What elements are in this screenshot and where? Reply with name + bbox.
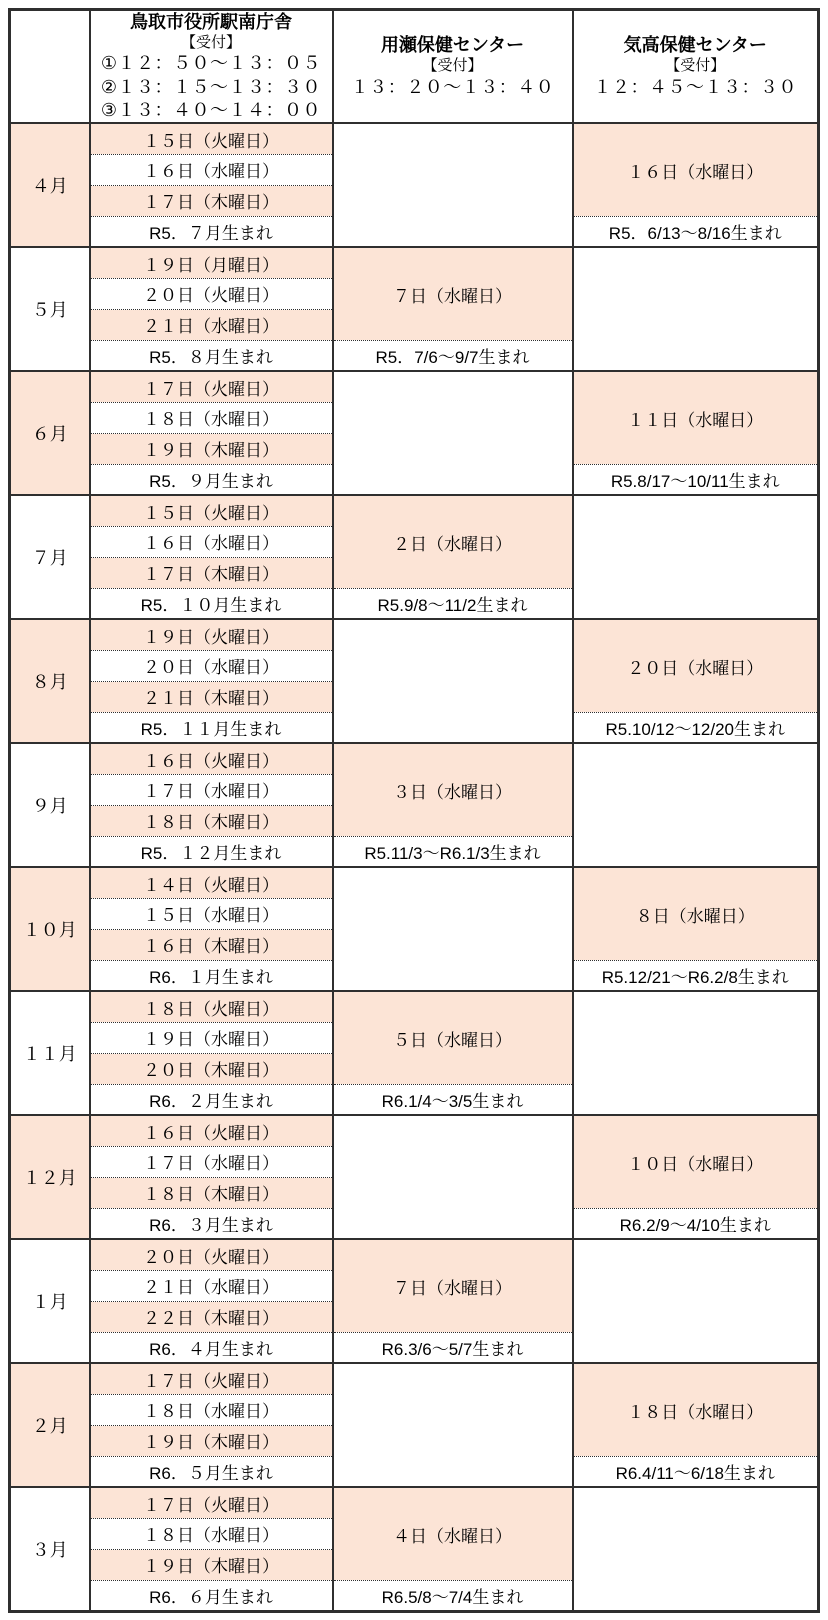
month-cell: １０月 bbox=[10, 867, 90, 991]
mochigase-date-cell: ４日（水曜日） bbox=[333, 1487, 573, 1580]
month-cell: １２月 bbox=[10, 1115, 90, 1239]
mochigase-birth-cell: R5．7/6～9/7生まれ bbox=[333, 340, 573, 371]
mochigase-empty-cell bbox=[333, 371, 573, 495]
month-cell: ７月 bbox=[10, 495, 90, 619]
city-date-cell: １９日（木曜日） bbox=[90, 1425, 333, 1456]
month-block-row bbox=[10, 1115, 819, 1146]
mochigase-date-cell: ７日（水曜日） bbox=[333, 1239, 573, 1332]
city-birth-cell: R5．７月生まれ bbox=[90, 216, 333, 247]
header-row bbox=[10, 10, 819, 124]
city-date-cell: １９日（木曜日） bbox=[90, 433, 333, 464]
city-birth-cell: R6．４月生まれ bbox=[90, 1332, 333, 1363]
city-date-cell: １６日（水曜日） bbox=[90, 526, 333, 557]
month-block-row bbox=[10, 619, 819, 650]
city-date-cell: １８日（水曜日） bbox=[90, 1394, 333, 1425]
city-date-cell: １７日（水曜日） bbox=[90, 774, 333, 805]
city-date-cell: １７日（水曜日） bbox=[90, 1146, 333, 1177]
city-date-cell: １６日（木曜日） bbox=[90, 929, 333, 960]
month-block-row bbox=[10, 867, 819, 898]
table-header bbox=[10, 10, 819, 124]
city-birth-cell: R5．１０月生まれ bbox=[90, 588, 333, 619]
city-birth-cell: R6．５月生まれ bbox=[90, 1456, 333, 1487]
ketaka-time-slot: １２：４５～１３：３０ bbox=[593, 76, 797, 97]
month-cell: ５月 bbox=[10, 247, 90, 371]
mochigase-date-cell: ５日（水曜日） bbox=[333, 991, 573, 1084]
mochigase-empty-cell bbox=[333, 1363, 573, 1487]
city-hall-title: 鳥取市役所駅南庁舎 bbox=[130, 12, 292, 32]
mochigase-date-cell: ３日（水曜日） bbox=[333, 743, 573, 836]
mochigase-birth-cell: R6.1/4～3/5生まれ bbox=[333, 1084, 573, 1115]
ketaka-date-cell: １０日（水曜日） bbox=[573, 1115, 819, 1208]
city-date-cell: １６日（火曜日） bbox=[90, 743, 333, 774]
ketaka-date-cell: ２０日（水曜日） bbox=[573, 619, 819, 712]
ketaka-date-cell: ８日（水曜日） bbox=[573, 867, 819, 960]
month-block-row bbox=[10, 247, 819, 278]
city-date-cell: １８日（木曜日） bbox=[90, 805, 333, 836]
city-birth-cell: R6．２月生まれ bbox=[90, 1084, 333, 1115]
city-date-cell: ２１日（木曜日） bbox=[90, 681, 333, 712]
ketaka-empty-cell bbox=[573, 991, 819, 1115]
ketaka-date-cell: １８日（水曜日） bbox=[573, 1363, 819, 1456]
city-date-cell: ２１日（水曜日） bbox=[90, 309, 333, 340]
city-date-cell: １５日（火曜日） bbox=[90, 123, 333, 154]
month-block-row bbox=[10, 1239, 819, 1270]
mochigase-birth-cell: R6.3/6～5/7生まれ bbox=[333, 1332, 573, 1363]
city-date-cell: １４日（火曜日） bbox=[90, 867, 333, 898]
city-date-cell: １５日（水曜日） bbox=[90, 898, 333, 929]
city-birth-cell: R6．１月生まれ bbox=[90, 960, 333, 991]
city-date-cell: １７日（火曜日） bbox=[90, 1363, 333, 1394]
month-cell: ６月 bbox=[10, 371, 90, 495]
mochigase-date-cell: ７日（水曜日） bbox=[333, 247, 573, 340]
header-mochigase-cell bbox=[333, 10, 573, 124]
month-block-row bbox=[10, 743, 819, 774]
month-block-row bbox=[10, 991, 819, 1022]
city-date-cell: １５日（火曜日） bbox=[90, 495, 333, 526]
city-date-cell: １９日（月曜日） bbox=[90, 247, 333, 278]
mochigase-empty-cell bbox=[333, 619, 573, 743]
mochigase-birth-cell: R5.11/3～R6.1/3生まれ bbox=[333, 836, 573, 867]
month-cell: １１月 bbox=[10, 991, 90, 1115]
month-block-row bbox=[10, 1487, 819, 1518]
mochigase-empty-cell bbox=[333, 1115, 573, 1239]
city-date-cell: １８日（火曜日） bbox=[90, 991, 333, 1022]
city-date-cell: ２１日（水曜日） bbox=[90, 1270, 333, 1301]
mochigase-title: 用瀬保健センター bbox=[380, 35, 525, 56]
ketaka-date-cell: １６日（水曜日） bbox=[573, 123, 819, 216]
city-date-cell: ２２日（木曜日） bbox=[90, 1301, 333, 1332]
city-hall-time-slot-2: ②１３：１５～１３：３０ bbox=[100, 76, 322, 97]
city-date-cell: １７日（火曜日） bbox=[90, 371, 333, 402]
city-date-cell: １７日（木曜日） bbox=[90, 557, 333, 588]
ketaka-birth-cell: R5.10/12～12/20生まれ bbox=[573, 712, 819, 743]
month-cell: ２月 bbox=[10, 1363, 90, 1487]
city-hall-time-slot-3: ③１３：４０～１４：００ bbox=[100, 100, 322, 121]
month-cell: ３月 bbox=[10, 1487, 90, 1611]
ketaka-reception-label: 【受付】 bbox=[665, 56, 726, 74]
month-cell: １月 bbox=[10, 1239, 90, 1363]
month-cell: ８月 bbox=[10, 619, 90, 743]
city-date-cell: １６日（火曜日） bbox=[90, 1115, 333, 1146]
ketaka-date-cell: １１日（水曜日） bbox=[573, 371, 819, 464]
month-block-row bbox=[10, 495, 819, 526]
city-birth-cell: R5．１１月生まれ bbox=[90, 712, 333, 743]
mochigase-reception-label: 【受付】 bbox=[422, 56, 483, 74]
mochigase-date-cell: ２日（水曜日） bbox=[333, 495, 573, 588]
city-birth-cell: R6．３月生まれ bbox=[90, 1208, 333, 1239]
city-hall-time-slot-1: ①１２：５０～１３：０５ bbox=[100, 53, 322, 74]
city-date-cell: １９日（火曜日） bbox=[90, 619, 333, 650]
city-birth-cell: R5．１２月生まれ bbox=[90, 836, 333, 867]
schedule-table bbox=[8, 8, 820, 1613]
ketaka-birth-cell: R6.2/9～4/10生まれ bbox=[573, 1208, 819, 1239]
city-date-cell: １８日（水曜日） bbox=[90, 402, 333, 433]
months-body bbox=[10, 123, 819, 1611]
ketaka-empty-cell bbox=[573, 743, 819, 867]
ketaka-birth-cell: R6.4/11～6/18生まれ bbox=[573, 1456, 819, 1487]
month-cell: ４月 bbox=[10, 123, 90, 247]
mochigase-birth-cell: R6.5/8～7/4生まれ bbox=[333, 1580, 573, 1611]
ketaka-empty-cell bbox=[573, 1239, 819, 1363]
month-block-row bbox=[10, 371, 819, 402]
city-date-cell: １７日（火曜日） bbox=[90, 1487, 333, 1518]
city-hall-reception-label: 【受付】 bbox=[180, 33, 241, 51]
ketaka-birth-cell: R5.8/17～10/11生まれ bbox=[573, 464, 819, 495]
ketaka-empty-cell bbox=[573, 1487, 819, 1611]
mochigase-empty-cell bbox=[333, 867, 573, 991]
header-ketaka-cell bbox=[573, 10, 819, 124]
ketaka-empty-cell bbox=[573, 495, 819, 619]
header-corner-cell bbox=[10, 10, 90, 124]
city-date-cell: １６日（水曜日） bbox=[90, 154, 333, 185]
city-date-cell: ２０日（木曜日） bbox=[90, 1053, 333, 1084]
city-date-cell: １７日（木曜日） bbox=[90, 185, 333, 216]
header-city-hall-cell bbox=[90, 10, 333, 124]
city-birth-cell: R6．６月生まれ bbox=[90, 1580, 333, 1611]
ketaka-title: 気高保健センター bbox=[623, 35, 767, 56]
city-date-cell: ２０日（火曜日） bbox=[90, 1239, 333, 1270]
month-cell: ９月 bbox=[10, 743, 90, 867]
city-date-cell: １９日（水曜日） bbox=[90, 1022, 333, 1053]
mochigase-birth-cell: R5.9/8～11/2生まれ bbox=[333, 588, 573, 619]
mochigase-time-slot: １３：２０～１３：４０ bbox=[350, 76, 555, 97]
city-date-cell: ２０日（火曜日） bbox=[90, 278, 333, 309]
city-date-cell: ２０日（水曜日） bbox=[90, 650, 333, 681]
ketaka-birth-cell: R5．6/13～8/16生まれ bbox=[573, 216, 819, 247]
ketaka-birth-cell: R5.12/21～R6.2/8生まれ bbox=[573, 960, 819, 991]
mochigase-empty-cell bbox=[333, 123, 573, 247]
ketaka-empty-cell bbox=[573, 247, 819, 371]
city-date-cell: １８日（水曜日） bbox=[90, 1518, 333, 1549]
month-block-row bbox=[10, 123, 819, 154]
month-block-row bbox=[10, 1363, 819, 1394]
city-birth-cell: R5．９月生まれ bbox=[90, 464, 333, 495]
city-date-cell: １９日（木曜日） bbox=[90, 1549, 333, 1580]
city-date-cell: １８日（木曜日） bbox=[90, 1177, 333, 1208]
city-birth-cell: R5．８月生まれ bbox=[90, 340, 333, 371]
